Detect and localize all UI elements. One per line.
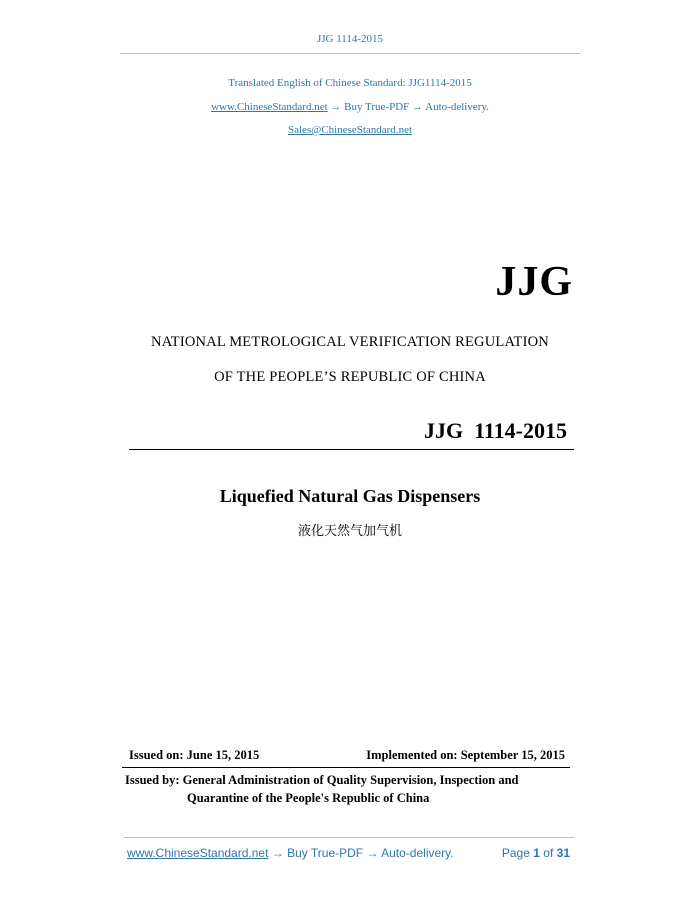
issued-by-line1: Issued by: General Administration of Quality Supervision, Inspection and (125, 773, 519, 787)
page-current: 1 (533, 846, 540, 860)
implemented-on: Implemented on: September 15, 2015 (366, 748, 565, 762)
document-number: JJG 1114-2015 (423, 418, 567, 443)
regulation-title: NATIONAL METROLOGICAL VERIFICATION REGULATION (151, 334, 549, 350)
chinese-title: 液化天然气加气机 (297, 524, 402, 539)
title-rule (129, 449, 574, 450)
jjg-logo: JJG (495, 259, 573, 305)
page-of: of (543, 846, 554, 860)
issue-rule (122, 767, 570, 768)
english-title: Liquefied Natural Gas Dispensers (219, 486, 481, 506)
translation-notice: Translated English of Chinese Standard: JJG1114-2015 (228, 77, 472, 89)
buy-text: → Buy True-PDF → Auto-delivery. (330, 101, 489, 113)
site-link[interactable]: www.ChineseStandard.net (211, 101, 328, 113)
footer-site-link[interactable]: www.ChineseStandard.net (127, 846, 269, 860)
footer-rule (124, 837, 574, 838)
footer-promo (127, 846, 454, 860)
header-rule (120, 53, 580, 54)
issued-on: Issued on: June 15, 2015 (129, 748, 260, 762)
page-label: Page (501, 846, 530, 860)
email-link[interactable]: Sales@ChineseStandard.net (287, 124, 413, 136)
page-total: 31 (556, 846, 570, 860)
country-title: OF THE PEOPLE’S REPUBLIC OF CHINA (214, 369, 486, 385)
promo-line (0, 101, 700, 113)
email-line (0, 124, 700, 136)
page-indicator (502, 846, 570, 860)
running-header: JJG 1114-2015 (316, 33, 384, 45)
footer-buy-text: → Buy True-PDF → Auto-delivery. (271, 846, 454, 860)
issued-by-line2: Quarantine of the People's Republic of China (187, 791, 430, 805)
